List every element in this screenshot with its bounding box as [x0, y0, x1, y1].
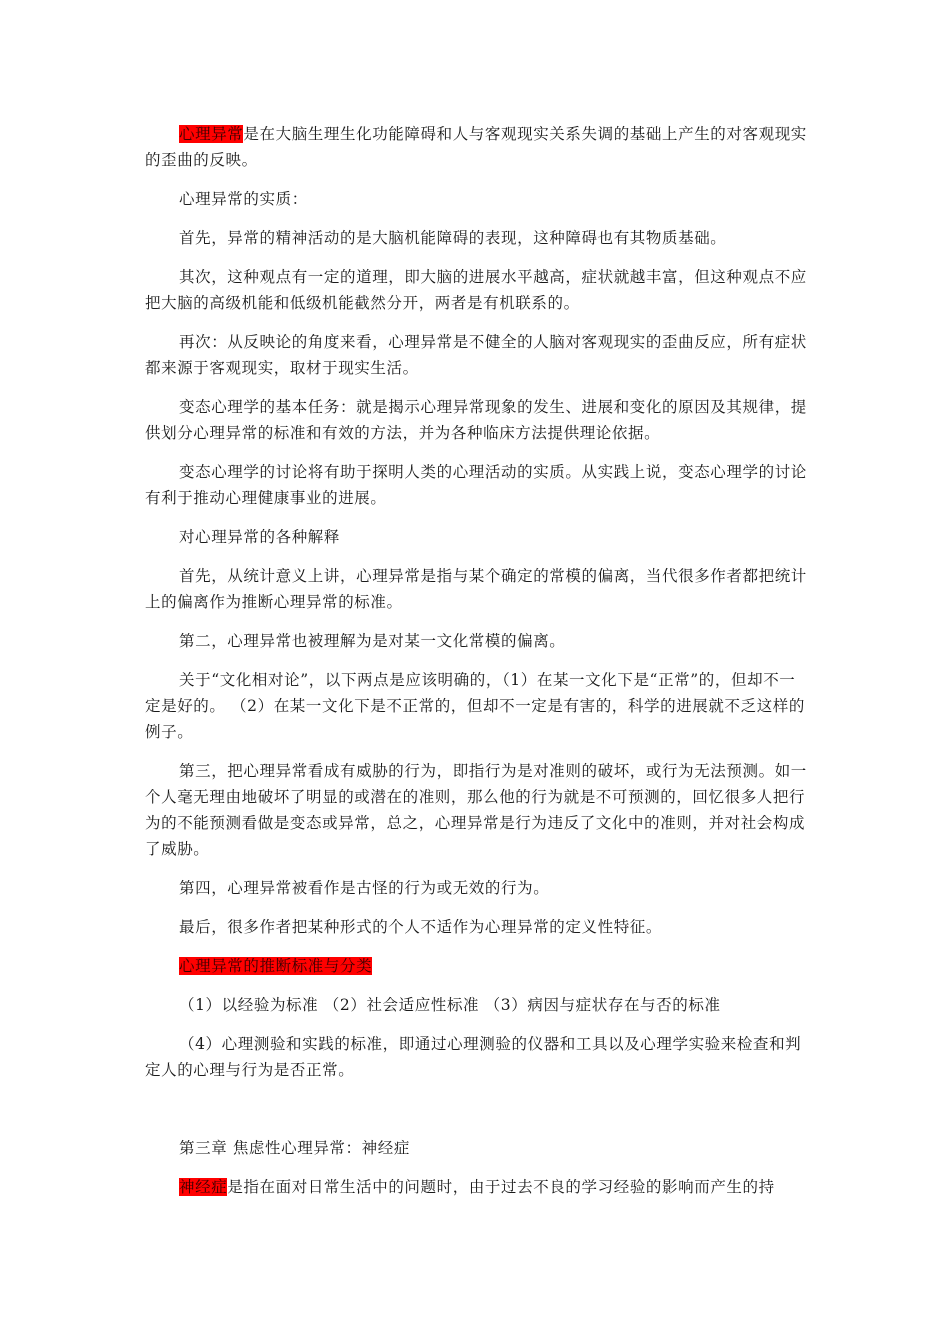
paragraph: 变态心理学的讨论将有助于探明人类的心理活动的实质。从实践上说，变态心理学的讨论有利于推动心理健康事业的进展。 [145, 463, 807, 507]
paragraph: 第三，把心理异常看成有威胁的行为，即指行为是对准则的破坏，或行为无法预测。如一个人毫无理由地破坏了明显的或潜在的准则，那么他的行为就是不可预测的，回忆很多人把行为的不能预测看做是变态或异常，总之，心理异常是行为违反了文化中的准则，并对社会构成了威胁。 [145, 762, 807, 858]
section-label: 对心理异常的各种解释 [179, 528, 341, 546]
highlighted-heading [145, 953, 810, 979]
paragraph: （4）心理测验和实践的标准，即通过心理测验的仪器和工具以及心理学实验来检查和判定人的心理与行为是否正常。 [145, 1035, 802, 1079]
paragraph: 再次：从反映论的角度来看，心理异常是不健全的人脑对客观现实的歪曲反应，所有症状都来源于客观现实，取材于现实生活。 [145, 333, 807, 377]
definition-paragraph [145, 121, 810, 173]
paragraph: 变态心理学的基本任务：就是揭示心理异常现象的发生、进展和变化的原因及其规律，提供划分心理异常的标准和有效的方法，并为各种临床方法提供理论依据。 [145, 398, 807, 442]
paragraph: 第四，心理异常被看作是古怪的行为或无效的行为。 [179, 879, 550, 897]
highlighted-term: 神经症 [179, 1178, 228, 1196]
highlighted-term: 心理异常的推断标准与分类 [179, 957, 373, 975]
paragraph-text: 是在大脑生理生化功能障碍和人与客观现实关系失调的基础上产生的对客观现实的歪曲的反映。 [145, 125, 807, 169]
chapter-heading: 第三章 焦虑性心理异常：神经症 [179, 1139, 410, 1157]
paragraph: 最后，很多作者把某种形式的个人不适作为心理异常的定义性特征。 [179, 918, 663, 936]
paragraph: 首先，从统计意义上讲，心理异常是指与某个确定的常模的偏离，当代很多作者都把统计上的偏离作为推断心理异常的标准。 [145, 567, 807, 611]
paragraph: 第二，心理异常也被理解为是对某一文化常模的偏离。 [179, 632, 566, 650]
paragraph: 首先，异常的精神活动的是大脑机能障碍的表现，这种障碍也有其物质基础。 [179, 229, 727, 247]
paragraph: （1）以经验为标准 （2）社会适应性标准 （3）病因与症状存在与否的标准 [179, 996, 721, 1014]
paragraph: 其次，这种观点有一定的道理，即大脑的进展水平越高，症状就越丰富，但这种观点不应把大脑的高级机能和低级机能截然分开，两者是有机联系的。 [145, 268, 807, 312]
paragraph-text: 是指在面对日常生活中的问题时，由于过去不良的学习经验的影响而产生的持 [227, 1178, 775, 1196]
paragraph: 关于“文化相对论”，以下两点是应该明确的，（1）在某一文化下是“正常”的，但却不一定是好的。 （2）在某一文化下是不正常的，但却不一定是有害的，科学的进展就不乏这样的例子。 [145, 671, 805, 741]
definition-paragraph [145, 1174, 810, 1200]
section-label: 心理异常的实质： [179, 190, 308, 208]
highlighted-term: 心理异常 [179, 125, 244, 143]
